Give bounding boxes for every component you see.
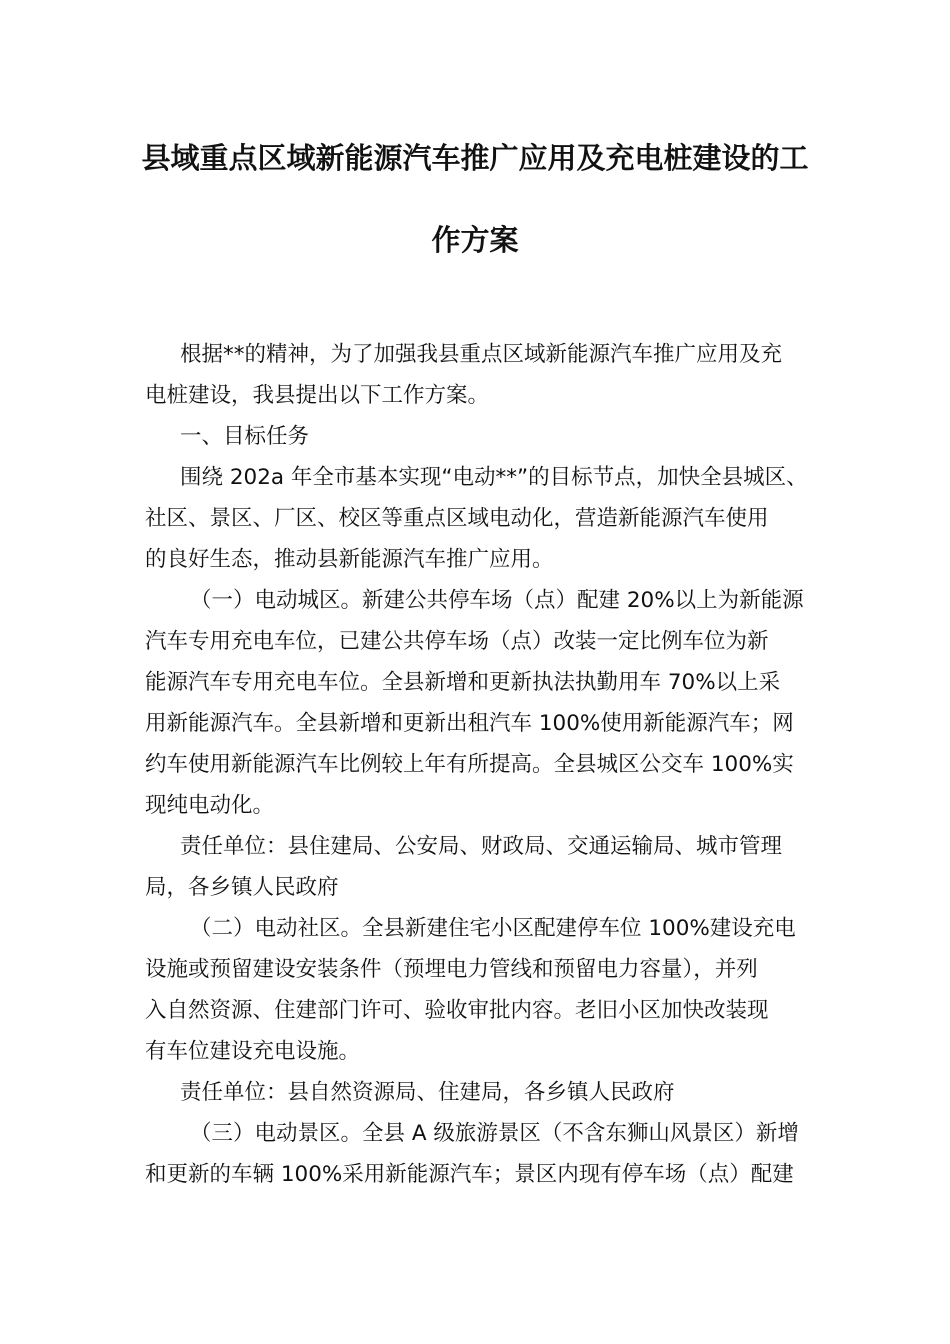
paragraph-line: 社区、景区、厂区、校区等重点区域电动化，营造新能源汽车使用 bbox=[145, 506, 769, 531]
paragraph-line: 电桩建设，我县提出以下工作方案。 bbox=[145, 383, 490, 408]
paragraph-line: 责任单位：县住建局、公安局、财政局、交通运输局、城市管理 bbox=[180, 834, 783, 859]
paragraph-line: 责任单位：县自然资源局、住建局，各乡镇人民政府 bbox=[180, 1080, 675, 1105]
paragraph-line: 现纯电动化。 bbox=[145, 793, 275, 818]
paragraph-line: 用新能源汽车。全县新增和更新出租汽车 100%使用新能源汽车；网 bbox=[145, 711, 794, 736]
paragraph-line: 能源汽车专用充电车位。全县新增和更新执法执勤用车 70%以上采 bbox=[145, 670, 781, 695]
paragraph-line: 汽车专用充电车位，已建公共停车场（点）改装一定比例车位为新 bbox=[145, 629, 769, 654]
paragraph-line: 入自然资源、住建部门许可、验收审批内容。老旧小区加快改装现 bbox=[145, 998, 769, 1023]
paragraph-line: 和更新的车辆 100%采用新能源汽车；景区内现有停车场（点）配建 bbox=[145, 1162, 794, 1187]
section-heading: 一、目标任务 bbox=[180, 424, 310, 449]
paragraph-line: 有车位建设充电设施。 bbox=[145, 1039, 361, 1064]
paragraph-line: 的良好生态，推动县新能源汽车推广应用。 bbox=[145, 547, 554, 572]
paragraph-line: （一）电动城区。新建公共停车场（点）配建 20%以上为新能源 bbox=[190, 588, 804, 613]
paragraph-line: 设施或预留建设安装条件（预埋电力管线和预留电力容量），并列 bbox=[145, 957, 758, 982]
paragraph-line: 围绕 202a 年全市基本实现“电动**”的目标节点，加快全县城区、 bbox=[180, 465, 808, 490]
paragraph-line: （二）电动社区。全县新建住宅小区配建停车位 100%建设充电 bbox=[190, 916, 796, 941]
paragraph-line: 约车使用新能源汽车比例较上年有所提高。全县城区公交车 100%实 bbox=[145, 752, 794, 777]
paragraph-line: 局，各乡镇人民政府 bbox=[145, 875, 339, 900]
document-title-line-2: 作方案 bbox=[431, 223, 519, 257]
paragraph-line: （三）电动景区。全县 A 级旅游景区（不含东狮山风景区）新增 bbox=[190, 1121, 799, 1146]
paragraph-line: 根据**的精神，为了加强我县重点区域新能源汽车推广应用及充 bbox=[180, 342, 783, 367]
document-title-line-1: 县域重点区域新能源汽车推广应用及充电桩建设的工 bbox=[141, 141, 809, 175]
